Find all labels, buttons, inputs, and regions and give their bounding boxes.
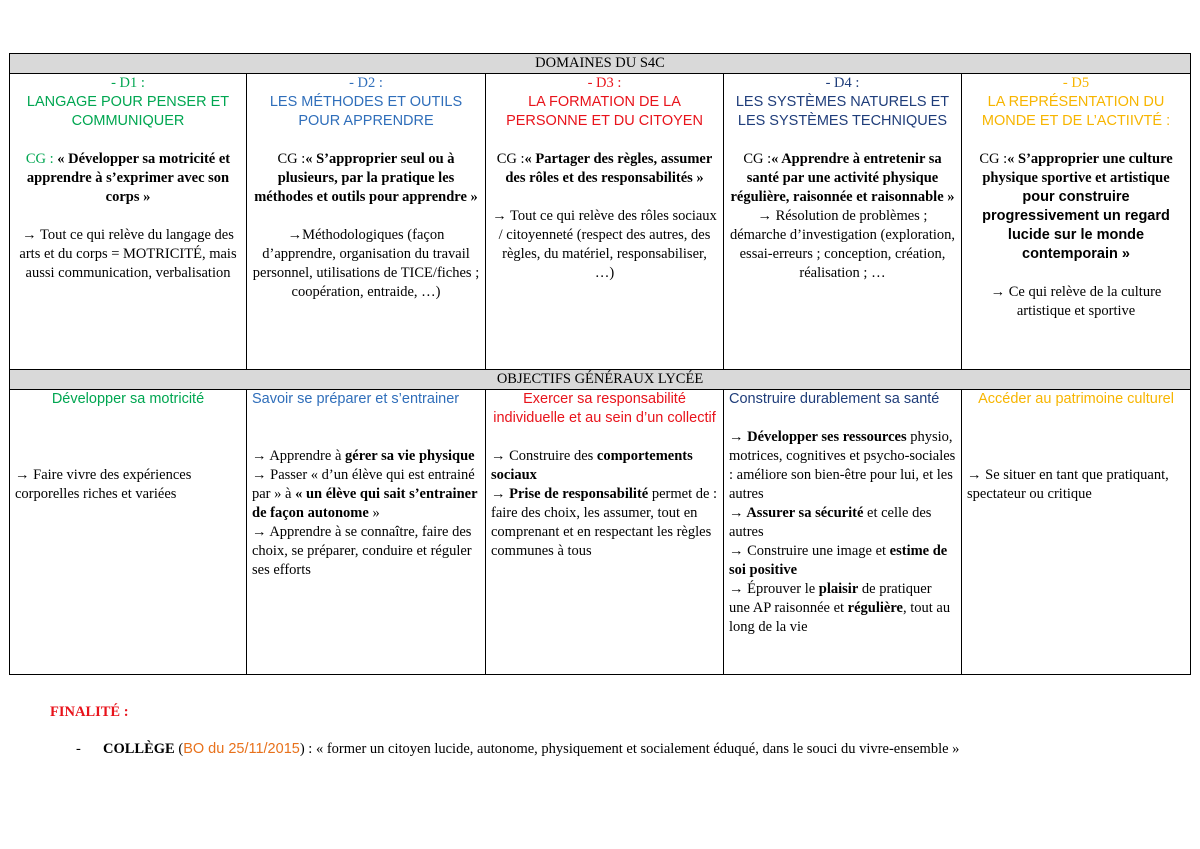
domain-d5-code: - D5	[1062, 75, 1090, 91]
objectif-3-title: Exercer sa responsabilité individuelle et au sein d’un collectif	[493, 391, 716, 426]
domain-d1	[10, 74, 247, 370]
domain-d2-cg: CG :« S’approprier seul ou à plusieurs, par la pratique les méthodes et outils pour apprendre »	[254, 151, 478, 205]
domain-d4-code: - D4 :	[825, 75, 860, 91]
domain-d1-detail: → Tout ce qui relève du langage des arts et du corps = MOTRICITÉ, mais aussi communication, verbalisation	[19, 227, 237, 281]
objectif-4-title: Construire durablement sa santé	[729, 391, 940, 407]
domain-d2-code: - D2 :	[349, 75, 383, 91]
college-text: : « former un citoyen lucide, autonome, physiquement et socialement éduqué, dans le souci du vivre-ensemble »	[304, 741, 960, 757]
domain-d2	[247, 74, 486, 370]
objectif-1-line: → Faire vivre des expériences corporelles riches et variées	[15, 467, 192, 502]
objectif-4	[724, 390, 962, 675]
domain-d3-cg: CG :« Partager des règles, assumer des rôles et des responsabilités »	[496, 151, 713, 186]
objectif-4-line-a: → Développer ses ressources physio, motrices, cognitives et psycho-sociales : améliore son bien-être pour lui, et les autres	[729, 429, 956, 502]
objectif-5-line: → Se situer en tant que pratiquant, spectateur ou critique	[967, 467, 1169, 502]
domain-d4	[724, 74, 962, 370]
objectif-5-title: Accéder au patrimoine culturel	[978, 391, 1174, 407]
header-objectifs: OBJECTIFS GÉNÉRAUX LYCÉE	[10, 370, 1191, 390]
domain-d3-title: LA FORMATION DE LA PERSONNE ET DU CITOYEN	[506, 94, 703, 129]
objectif-2-line-c: → Apprendre à se connaître, faire des choix, se préparer, conduire et réguler ses efforts	[252, 524, 472, 578]
domain-d4-detail: → Résolution de problèmes ; démarche d’investigation (exploration, essai-erreurs ; conception, création, réalisation ; …	[729, 208, 956, 281]
finalite-label: FINALITÉ :	[50, 704, 129, 720]
objectif-2	[247, 390, 486, 675]
objectif-4-line-d: → Éprouver le plaisir de pratiquer une AP raisonnée et régulière, tout au long de la vie	[729, 581, 951, 635]
objectif-2-title: Savoir se préparer et s’entrainer	[252, 391, 460, 407]
objectif-1	[10, 390, 247, 675]
domain-d1-cg: CG : « Développer sa motricité et apprendre à s’exprimer avec son corps »	[25, 151, 231, 205]
college-label: COLLÈGE	[103, 741, 175, 757]
domain-d3-code: - D3 :	[587, 75, 622, 91]
objectif-5	[962, 390, 1191, 675]
header-domaines: DOMAINES DU S4C	[10, 54, 1191, 74]
objectif-2-line-b: → Passer « d’un élève qui est entrainé par » à « un élève qui sait s’entrainer de façon autonome »	[252, 467, 478, 521]
objectif-3-line-b: → Prise de responsabilité permet de : faire des choix, les assumer, tout en comprenant et en respectant les règles communes à tous	[491, 486, 718, 559]
objectif-4-line-b: → Assurer sa sécurité et celle des autres	[729, 505, 932, 540]
domain-d5-detail: → Ce qui relève de la culture artistique et sportive	[990, 284, 1162, 319]
domain-d5-cg: CG :« S’approprier une culture physique sportive et artistique pour construire progressivement un regard lucide sur le monde contemporain »	[979, 151, 1173, 262]
domain-d4-cg: CG :« Apprendre à entretenir sa santé par une activité physique régulière, raisonnée et raisonnable »	[730, 151, 955, 205]
bo-reference: BO du 25/11/2015	[183, 741, 300, 757]
domain-d3	[486, 74, 724, 370]
objectif-2-line-a: → Apprendre à gérer sa vie physique	[252, 448, 475, 464]
domain-d5	[962, 74, 1191, 370]
domain-d5-title: LA REPRÉSENTATION DU MONDE ET DE L’ACTIIVTÉ :	[981, 94, 1171, 129]
domain-d1-code: - D1 :	[111, 75, 145, 91]
domain-d2-detail: →Méthodologiques (façon d’apprendre, organisation du travail personnel, utilisations de TICE/fiches ; coopération, entraide, …)	[252, 227, 480, 300]
objectif-4-line-c: → Construire une image et estime de soi positive	[729, 543, 948, 578]
domain-d2-title: LES MÉTHODES ET OUTILS POUR APPRENDRE	[269, 94, 463, 129]
objectif-1-title: Développer sa motricité	[51, 391, 205, 407]
list-dash: -	[76, 741, 81, 757]
s4c-table	[9, 53, 1191, 675]
objectif-3-line-a: → Construire des comportements sociaux	[491, 448, 693, 483]
domain-d1-title: LANGAGE POUR PENSER ET COMMUNIQUER	[26, 94, 230, 129]
domain-d3-detail: → Tout ce qui relève des rôles sociaux / citoyenneté (respect des autres, des règles, du matériel, responsabiliser, …)	[492, 208, 717, 281]
objectif-3	[486, 390, 724, 675]
domain-d4-title: LES SYSTÈMES NATURELS ET LES SYSTÈMES TECHNIQUES	[735, 94, 950, 129]
college-line: - COLLÈGE (BO du 25/11/2015) : « former un citoyen lucide, autonome, physiquement et socialement éduqué, dans le souci du vivre-ensemble »	[76, 741, 960, 757]
